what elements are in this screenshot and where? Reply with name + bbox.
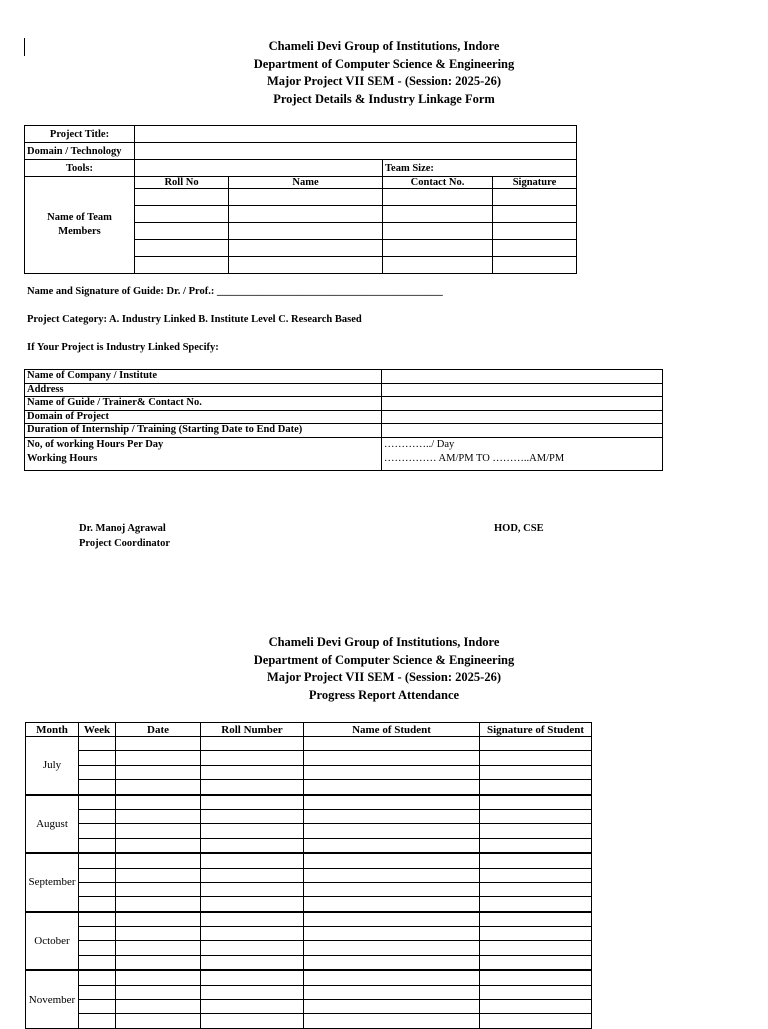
attendance-cell[interactable] xyxy=(201,868,304,882)
attendance-cell[interactable] xyxy=(480,868,592,882)
guide-label: Name of Guide / Trainer& Contact No. xyxy=(25,397,382,411)
guide-line: Name and Signature of Guide: Dr. / Prof.: ___________________________________________ xyxy=(27,286,443,297)
attendance-cell[interactable] xyxy=(304,985,480,999)
attendance-cell[interactable] xyxy=(79,1014,116,1028)
attendance-cell[interactable] xyxy=(304,809,480,823)
attendance-row xyxy=(26,985,592,999)
attendance-cell[interactable] xyxy=(304,737,480,751)
attendance-row xyxy=(26,737,592,751)
attendance-cell[interactable] xyxy=(480,853,592,868)
month-cell-august: August xyxy=(26,795,79,854)
attendance-cell[interactable] xyxy=(116,853,201,868)
attendance-cell[interactable] xyxy=(304,751,480,765)
date-header: Date xyxy=(116,723,201,737)
attendance-cell[interactable] xyxy=(304,765,480,779)
attendance-cell[interactable] xyxy=(116,1014,201,1028)
attendance-cell[interactable] xyxy=(79,927,116,941)
attendance-cell[interactable] xyxy=(79,985,116,999)
institution-name: Chameli Devi Group of Institutions, Indore xyxy=(268,39,500,53)
attendance-row xyxy=(26,780,592,795)
attendance-cell[interactable] xyxy=(116,868,201,882)
attendance-row xyxy=(26,751,592,765)
attendance-cell[interactable] xyxy=(480,1000,592,1014)
attendance-cell[interactable] xyxy=(201,737,304,751)
attendance-row xyxy=(26,1000,592,1014)
company-field[interactable] xyxy=(382,370,663,384)
attendance-cell[interactable] xyxy=(201,1000,304,1014)
month-cell-november: November xyxy=(26,970,79,1028)
domain-project-label: Domain of Project xyxy=(25,410,382,424)
attendance-cell[interactable] xyxy=(480,1014,592,1028)
address-field[interactable] xyxy=(382,383,663,397)
attendance-cell[interactable] xyxy=(480,985,592,999)
attendance-cell[interactable] xyxy=(304,1000,480,1014)
roll-no-header: Roll No xyxy=(135,177,229,189)
attendance-cell[interactable] xyxy=(304,838,480,853)
industry-table xyxy=(24,369,663,471)
attendance-cell[interactable] xyxy=(201,765,304,779)
hours-label xyxy=(25,437,382,470)
attendance-cell[interactable] xyxy=(304,955,480,970)
contact-header: Contact No. xyxy=(383,177,493,189)
attendance-row xyxy=(26,927,592,941)
attendance-row xyxy=(26,838,592,853)
attendance-cell[interactable] xyxy=(480,751,592,765)
attendance-cell[interactable] xyxy=(116,737,201,751)
attendance-row xyxy=(26,897,592,912)
domain-label: Domain / Technology xyxy=(25,143,135,160)
attendance-cell[interactable] xyxy=(304,795,480,810)
form-title: Project Details & Industry Linkage Form xyxy=(273,91,495,106)
department-name: Department of Computer Science & Engineering xyxy=(253,56,515,71)
attendance-row xyxy=(26,941,592,955)
attendance-cell[interactable] xyxy=(480,795,592,810)
attendance-header xyxy=(0,634,768,704)
attendance-cell[interactable] xyxy=(116,882,201,896)
attendance-cell[interactable] xyxy=(201,809,304,823)
duration-label: Duration of Internship / Training (Starting Date to End Date) xyxy=(25,424,382,438)
signature-header: Signature xyxy=(493,177,577,189)
hours-field[interactable] xyxy=(382,437,663,470)
tools-label: Tools: xyxy=(25,160,135,177)
domain-project-field[interactable] xyxy=(382,410,663,424)
attendance-cell[interactable] xyxy=(201,795,304,810)
tools-field[interactable] xyxy=(135,160,383,177)
attendance-cell[interactable] xyxy=(116,780,201,795)
time-value: …………… AM/PM TO ………..AM/PM xyxy=(384,452,565,464)
attendance-cell[interactable] xyxy=(79,838,116,853)
attendance-cell[interactable] xyxy=(304,780,480,795)
attendance-cell[interactable] xyxy=(304,941,480,955)
attendance-cell[interactable] xyxy=(480,824,592,838)
attendance-cell[interactable] xyxy=(480,809,592,823)
attendance-row xyxy=(26,765,592,779)
attendance-row xyxy=(26,970,592,985)
hours-per-day-label: No, of working Hours Per Day xyxy=(27,438,164,450)
attendance-cell[interactable] xyxy=(201,824,304,838)
attendance-cell[interactable] xyxy=(79,853,116,868)
attendance-cell[interactable] xyxy=(304,970,480,985)
attendance-cell[interactable] xyxy=(480,737,592,751)
attendance-cell[interactable] xyxy=(201,1014,304,1028)
attendance-cell[interactable] xyxy=(116,941,201,955)
attendance-cell[interactable] xyxy=(304,897,480,912)
month-cell-september: September xyxy=(26,853,79,912)
attendance-cell[interactable] xyxy=(480,897,592,912)
attendance-cell[interactable] xyxy=(480,941,592,955)
attendance-cell[interactable] xyxy=(116,912,201,927)
project-category-line: Project Category: A. Industry Linked B. Institute Level C. Research Based xyxy=(27,314,362,325)
attendance-cell[interactable] xyxy=(201,897,304,912)
attendance-cell[interactable] xyxy=(480,882,592,896)
attendance-cell[interactable] xyxy=(201,838,304,853)
attendance-cell[interactable] xyxy=(79,780,116,795)
hod-signature: HOD, CSE xyxy=(494,523,544,534)
attendance-cell[interactable] xyxy=(116,838,201,853)
form-header xyxy=(0,38,768,108)
attendance-cell[interactable] xyxy=(116,970,201,985)
attendance-cell[interactable] xyxy=(304,882,480,896)
attendance-cell[interactable] xyxy=(304,927,480,941)
session-title: Major Project VII SEM - (Session: 2025-26) xyxy=(267,670,501,684)
attendance-row xyxy=(26,868,592,882)
attendance-row xyxy=(26,795,592,810)
attendance-cell[interactable] xyxy=(201,985,304,999)
industry-linked-line: If Your Project is Industry Linked Specify: xyxy=(27,342,219,353)
attendance-row xyxy=(26,1014,592,1028)
attendance-cell[interactable] xyxy=(79,751,116,765)
week-header: Week xyxy=(79,723,116,737)
attendance-cell[interactable] xyxy=(304,853,480,868)
attendance-cell[interactable] xyxy=(201,853,304,868)
attendance-cell[interactable] xyxy=(79,882,116,896)
address-label: Address xyxy=(25,383,382,397)
attendance-table xyxy=(25,722,592,1029)
attendance-cell[interactable] xyxy=(480,912,592,927)
working-hours-label: Working Hours xyxy=(27,452,98,464)
attendance-cell[interactable] xyxy=(480,955,592,970)
project-title-field[interactable] xyxy=(135,126,577,143)
coordinator-name: Dr. Manoj Agrawal xyxy=(79,523,166,534)
team-size-label: Team Size: xyxy=(383,160,577,177)
coordinator-title: Project Coordinator xyxy=(79,538,171,549)
student-name-header: Name of Student xyxy=(304,723,480,737)
name-header: Name xyxy=(229,177,383,189)
attendance-cell[interactable] xyxy=(201,927,304,941)
attendance-cell[interactable] xyxy=(79,912,116,927)
attendance-cell[interactable] xyxy=(116,955,201,970)
attendance-cell[interactable] xyxy=(79,795,116,810)
attendance-row xyxy=(26,809,592,823)
department-name: Department of Computer Science & Engineering xyxy=(253,652,515,667)
coordinator-signature xyxy=(79,521,170,551)
attendance-cell[interactable] xyxy=(201,882,304,896)
attendance-row xyxy=(26,824,592,838)
attendance-cell[interactable] xyxy=(79,737,116,751)
attendance-cell[interactable] xyxy=(79,897,116,912)
attendance-cell[interactable] xyxy=(79,1000,116,1014)
attendance-cell[interactable] xyxy=(116,765,201,779)
attendance-cell[interactable] xyxy=(480,838,592,853)
attendance-cell[interactable] xyxy=(79,955,116,970)
roll-number-header: Roll Number xyxy=(201,723,304,737)
attendance-cell[interactable] xyxy=(304,824,480,838)
attendance-cell[interactable] xyxy=(79,765,116,779)
student-signature-header: Signature of Student xyxy=(480,723,592,737)
attendance-cell[interactable] xyxy=(116,751,201,765)
attendance-cell[interactable] xyxy=(79,824,116,838)
attendance-cell[interactable] xyxy=(201,955,304,970)
month-cell-october: October xyxy=(26,912,79,971)
attendance-cell[interactable] xyxy=(201,970,304,985)
month-cell-july: July xyxy=(26,737,79,795)
attendance-cell[interactable] xyxy=(116,985,201,999)
attendance-cell[interactable] xyxy=(480,927,592,941)
attendance-cell[interactable] xyxy=(201,941,304,955)
attendance-cell[interactable] xyxy=(116,824,201,838)
attendance-title: Progress Report Attendance xyxy=(308,687,460,702)
attendance-cell[interactable] xyxy=(116,1000,201,1014)
attendance-cell[interactable] xyxy=(116,897,201,912)
attendance-body xyxy=(26,737,592,1029)
hours-value: …………../ Day xyxy=(384,438,455,450)
guide-field[interactable] xyxy=(382,397,663,411)
attendance-cell[interactable] xyxy=(116,927,201,941)
attendance-cell[interactable] xyxy=(79,970,116,985)
attendance-cell[interactable] xyxy=(304,1014,480,1028)
team-members-label: Name of Team Members xyxy=(25,177,135,274)
attendance-cell[interactable] xyxy=(79,868,116,882)
attendance-row xyxy=(26,882,592,896)
domain-field[interactable] xyxy=(135,143,577,160)
attendance-cell[interactable] xyxy=(480,970,592,985)
month-header: Month xyxy=(26,723,79,737)
attendance-cell[interactable] xyxy=(480,780,592,795)
attendance-row xyxy=(26,912,592,927)
project-title-label: Project Title: xyxy=(25,126,135,143)
session-title: Major Project VII SEM - (Session: 2025-26) xyxy=(267,74,501,88)
attendance-cell[interactable] xyxy=(201,751,304,765)
company-label: Name of Company / Institute xyxy=(25,370,382,384)
attendance-cell[interactable] xyxy=(116,795,201,810)
attendance-cell[interactable] xyxy=(201,912,304,927)
project-details-table xyxy=(24,125,577,274)
attendance-cell[interactable] xyxy=(79,941,116,955)
attendance-cell[interactable] xyxy=(304,912,480,927)
attendance-cell[interactable] xyxy=(79,809,116,823)
attendance-cell[interactable] xyxy=(480,765,592,779)
attendance-cell[interactable] xyxy=(116,809,201,823)
duration-field[interactable] xyxy=(382,424,663,438)
attendance-row xyxy=(26,853,592,868)
attendance-cell[interactable] xyxy=(201,780,304,795)
attendance-row xyxy=(26,955,592,970)
institution-name: Chameli Devi Group of Institutions, Indore xyxy=(268,635,500,649)
attendance-cell[interactable] xyxy=(304,868,480,882)
